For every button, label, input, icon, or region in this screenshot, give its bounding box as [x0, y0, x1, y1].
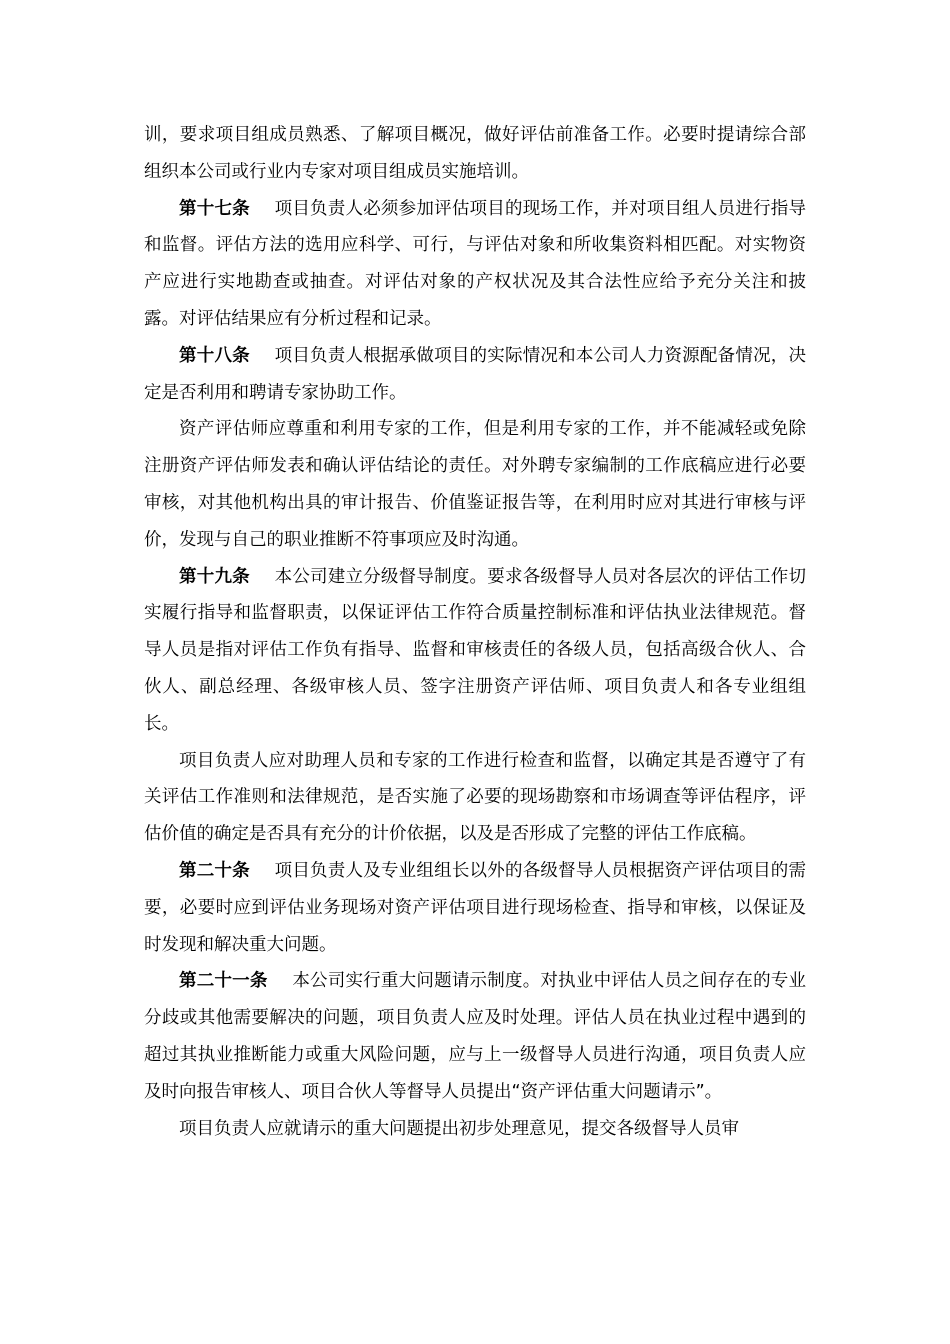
- paragraph-expert-responsibility: [144, 411, 806, 558]
- paragraph-text: 项目负责人及专业组组长以外的各级督导人员根据资产评估项目的需要，必要时应到评估业务现场对资产评估项目进行现场检查、指导和审核，以保证及时发现和解决重大问题。: [144, 860, 807, 955]
- paragraph-text: 项目负责人应对助理人员和专家的工作进行检查和监督，以确定其是否遵守了有关评估工作准则和法律规范，是否实施了必要的现场勘察和市场调查等评估程序，评估价值的确定是否具有充分的计价依据，以及是否形成了完整的评估工作底稿。: [144, 750, 806, 845]
- article-number: 第二十条: [179, 860, 250, 881]
- paragraph-text: 训，要求项目组成员熟悉、了解项目概况，做好评估前准备工作。必要时提请综合部组织本公司或行业内专家对项目组成员实施培训。: [144, 125, 806, 182]
- paragraph-text: 项目负责人必须参加评估项目的现场工作，并对项目组人员进行指导和监督。评估方法的选用应科学、可行，与评估对象和所收集资料相匹配。对实物资产应进行实地勘查或抽查。对评估对象的产权状况及其合法性应给予充分关注和披露。对评估结果应有分析过程和记录。: [144, 198, 807, 329]
- paragraph-article-20: [144, 853, 806, 963]
- paragraph-supervision-check: [144, 743, 806, 853]
- paragraph-text: 本公司实行重大问题请示制度。对执业中评估人员之间存在的专业分歧或其他需要解决的问题，项目负责人应及时处理。评估人员在执业过程中遇到的超过其执业推断能力或重大风险问题，应与上一级督导人员进行沟通，项目负责人应及时向报告审核人、项目合伙人等督导人员提出“资产评估重大问题请示”。: [144, 971, 807, 1102]
- paragraph-text: 项目负责人根据承做项目的实际情况和本公司人力资源配备情况，决定是否利用和聘请专家协助工作。: [144, 345, 807, 403]
- article-number: 第十九条: [179, 566, 250, 587]
- article-number: 第十七条: [179, 198, 250, 219]
- paragraph-article-19: [144, 559, 806, 743]
- article-number: 第二十一条: [179, 971, 268, 992]
- document-page: [144, 117, 806, 1147]
- paragraph-article-18: [144, 338, 806, 412]
- paragraph-major-issue-handling: [144, 1111, 806, 1148]
- article-number: 第十八条: [179, 345, 250, 366]
- paragraph-text: 本公司建立分级督导制度。要求各级督导人员对各层次的评估工作切实履行指导和监督职责，以保证评估工作符合质量控制标准和评估执业法律规范。督导人员是指对评估工作负有指导、监督和审核责任的各级人员，包括高级合伙人、合伙人、副总经理、各级审核人员、签字注册资产评估师、项目负责人和各专业组组长。: [144, 566, 807, 734]
- paragraph-text: 项目负责人应就请示的重大问题提出初步处理意见，提交各级督导人员审: [179, 1118, 739, 1139]
- paragraph-text: 资产评估师应尊重和利用专家的工作，但是利用专家的工作，并不能减轻或免除注册资产评估师发表和确认评估结论的责任。对外聘专家编制的工作底稿应进行必要审核，对其他机构出具的审计报告、价值鉴证报告等，在利用时应对其进行审核与评价，发现与自己的职业推断不符事项应及时沟通。: [144, 419, 806, 550]
- paragraph-training-continuation: [144, 117, 806, 191]
- paragraph-article-21: [144, 963, 806, 1110]
- paragraph-article-17: [144, 191, 806, 338]
